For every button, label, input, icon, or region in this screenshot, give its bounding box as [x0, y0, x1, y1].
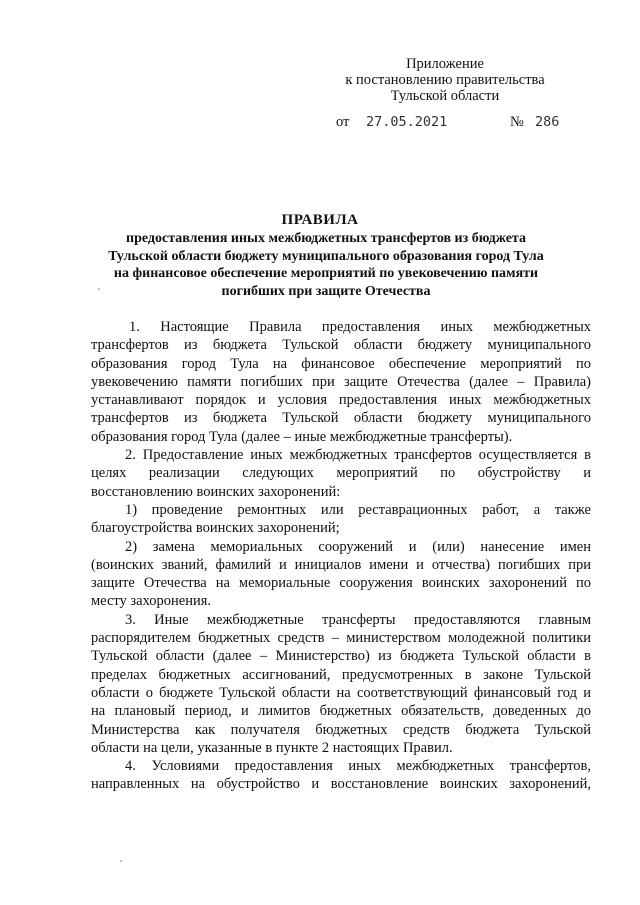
- text-line: направленных на обустройство и восстановление воинских захоронений,: [91, 776, 591, 793]
- text-line: Тульской области (далее – Министерство) из бюджета Тульской области в: [91, 648, 591, 665]
- decree-date: 27.05.2021: [366, 114, 448, 130]
- paragraph-3: [91, 611, 591, 757]
- scan-speck: [98, 288, 100, 290]
- subtitle-line: предоставления иных межбюджетных трансфертов из бюджета: [126, 231, 526, 246]
- number-sign: №: [510, 114, 524, 130]
- text-line: 4. Условиями предоставления иных межбюджетных трансфертов,: [125, 758, 591, 775]
- text-line: целях реализации следующих мероприятий по обустройству и: [91, 465, 591, 482]
- text-line: 2. Предоставление иных межбюджетных трансфертов осуществляется в: [125, 447, 591, 464]
- text-line: 2) замена мемориальных сооружений и (или) нанесение имен: [125, 538, 591, 555]
- document-title: ПРАВИЛА: [281, 212, 359, 228]
- scan-speck: [120, 860, 122, 862]
- subtitle-line: на финансовое обеспечение мероприятий по увековечению памяти: [113, 266, 539, 281]
- from-label: от: [336, 114, 350, 130]
- text-line: благоустройства воинских захоронений;: [91, 520, 340, 537]
- text-line: устанавливают порядок и условия предоставления иных межбюджетных: [91, 392, 591, 409]
- paragraph-2: [91, 446, 591, 501]
- paragraph-2-item-1: [91, 501, 591, 538]
- decree-number: 286: [535, 114, 560, 130]
- document-subtitle: [96, 230, 556, 300]
- text-line: образования город Тула (далее – иные межбюджетные трансферты).: [91, 428, 513, 445]
- text-line: образования город Тула на финансовое обеспечение мероприятий по: [91, 355, 591, 372]
- text-line: месту захоронения.: [91, 593, 212, 610]
- subtitle-line: погибших при защите Отечества: [221, 283, 431, 299]
- text-line: трансфертов из бюджета Тульской области бюджету муниципального: [91, 410, 591, 427]
- text-line: Министерства как получателя бюджетных средств бюджета Тульской: [91, 721, 591, 738]
- paragraph-2-item-2: [91, 538, 591, 611]
- appendix-title: Приложение: [406, 56, 484, 72]
- paragraph-1: [91, 318, 591, 446]
- document-body: [91, 318, 591, 794]
- text-line: пределах бюджетных ассигнований, предусмотренных в законе Тульской: [91, 666, 591, 683]
- text-line: 1) проведение ремонтных или реставрационных работ, а также: [125, 501, 591, 518]
- decree-date-number: [0, 114, 640, 134]
- appendix-header: [330, 56, 560, 104]
- text-line: восстановлению воинских захоронений:: [91, 483, 341, 500]
- text-line: области о бюджете Тульской области на соответствующий финансовый год и: [91, 684, 591, 701]
- appendix-line-region: Тульской области: [390, 88, 500, 104]
- text-line: трансфертов из бюджета Тульской области бюджету муниципального: [91, 337, 591, 354]
- text-line: на плановый период, и лимитов бюджетных обязательств, доведенных до: [91, 703, 591, 720]
- text-line: защите Отечества на мемориальные сооружения воинских захоронений по: [91, 575, 591, 592]
- subtitle-line: Тульской области бюджету муниципального образования город Тула: [108, 248, 544, 264]
- text-line: (воинских званий, фамилий и инициалов имени и отчества) погибших при: [91, 556, 591, 573]
- appendix-line-decree: к постановлению правительства: [345, 72, 545, 88]
- paragraph-4: [91, 757, 591, 794]
- text-line: увековечению памяти погибших при защите Отечества (далее – Правила): [91, 373, 591, 390]
- text-line: 1. Настоящие Правила предоставления иных межбюджетных: [129, 319, 591, 335]
- text-line: 3. Иные межбюджетные трансферты предоставляются главным: [125, 611, 591, 628]
- text-line: области на цели, указанные в пункте 2 настоящих Правил.: [91, 739, 453, 756]
- text-line: распорядителем бюджетных средств – министерством молодежной политики: [91, 630, 591, 647]
